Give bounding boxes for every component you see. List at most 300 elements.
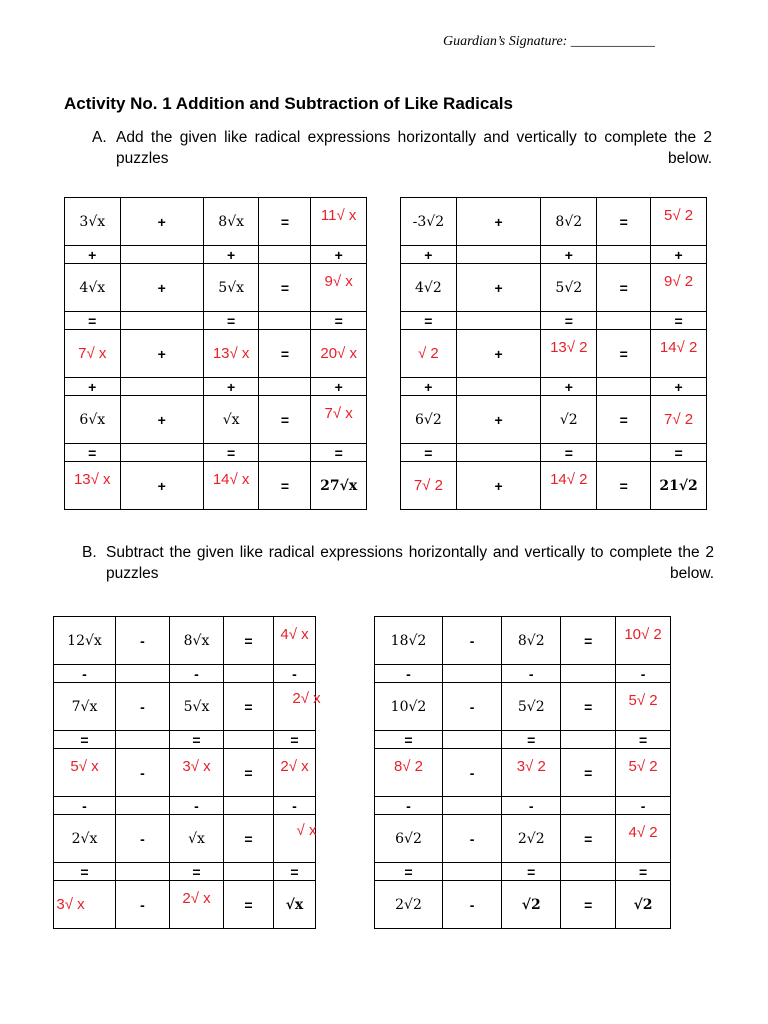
puzzle-empty-cell [120, 378, 203, 396]
puzzle-operator-cell [120, 462, 203, 510]
puzzle-operator-cell [203, 444, 259, 462]
puzzle-empty-cell [456, 312, 541, 330]
puzzle-row [54, 863, 316, 881]
puzzle-operator-cell [651, 246, 707, 264]
given-radical: √x [188, 831, 205, 847]
given-radical: 2√2 [517, 831, 545, 847]
puzzle-operator-cell [54, 665, 116, 683]
puzzle-empty-cell [456, 246, 541, 264]
operator-symbol: - [469, 896, 475, 913]
puzzle-operator-cell [170, 797, 224, 815]
handwritten-answer: √ x [296, 822, 317, 839]
puzzle-empty-cell [442, 731, 501, 749]
puzzle-row [54, 731, 316, 749]
part-a-instruction [92, 127, 712, 171]
puzzle-row [65, 462, 367, 510]
handwritten-answer: 7√ 2 [413, 477, 443, 494]
handwritten-answer: 3√ x [182, 758, 211, 775]
operator-symbol: + [157, 213, 166, 230]
puzzle-given-cell [54, 815, 116, 863]
puzzle-operator-cell [65, 378, 121, 396]
puzzle-row [65, 246, 367, 264]
puzzle-row [375, 683, 671, 731]
puzzle-operator-cell [502, 665, 561, 683]
puzzle-answer-cell [616, 749, 671, 797]
given-radical: 18√2 [390, 633, 427, 649]
part-b-label: B. [82, 544, 97, 561]
handwritten-answer: 4√ x [280, 626, 309, 643]
operator-symbol: = [244, 830, 253, 847]
puzzle-operator-cell [259, 330, 311, 378]
puzzle-row [65, 444, 367, 462]
operator-symbol: + [424, 246, 433, 263]
puzzle-empty-cell [456, 378, 541, 396]
given-radical: 10√2 [390, 699, 427, 715]
operator-symbol: = [564, 444, 573, 461]
operator-symbol: + [88, 246, 97, 263]
operator-symbol: = [280, 345, 289, 362]
puzzle-given-cell [54, 683, 116, 731]
handwritten-answer: √ 2 [418, 345, 439, 362]
activity-title: Activity No. 1 Addition and Subtraction of Like Radicals [64, 94, 513, 113]
puzzle-row [401, 312, 707, 330]
puzzle-operator-cell [375, 731, 443, 749]
puzzle-row [375, 665, 671, 683]
handwritten-answer: 3√ x [56, 896, 85, 913]
puzzle-empty-cell [116, 665, 170, 683]
puzzle-operator-cell [456, 396, 541, 444]
puzzle-empty-cell [120, 246, 203, 264]
operator-symbol: = [88, 444, 97, 461]
puzzle-operator-cell [116, 815, 170, 863]
addition-puzzle-x [64, 197, 367, 510]
puzzle-operator-cell [651, 444, 707, 462]
puzzle-given-cell [203, 198, 259, 246]
operator-symbol: = [227, 312, 236, 329]
puzzle-operator-cell [561, 815, 616, 863]
puzzle-row [401, 330, 707, 378]
puzzle-given-cell [170, 683, 224, 731]
puzzle-empty-cell [116, 863, 170, 881]
given-radical-total: √2 [633, 897, 653, 913]
puzzle-answer-cell [203, 330, 259, 378]
puzzle-operator-cell [375, 863, 443, 881]
operator-symbol: + [157, 411, 166, 428]
handwritten-answer: 7√ x [78, 345, 107, 362]
puzzle-given-cell [541, 198, 597, 246]
puzzle-row [54, 881, 316, 929]
operator-symbol: = [244, 896, 253, 913]
given-radical-total: √2 [521, 897, 541, 913]
operator-symbol: = [334, 312, 343, 329]
operator-symbol: - [82, 665, 87, 682]
given-radical: 5√2 [517, 699, 545, 715]
puzzle-given-cell [65, 396, 121, 444]
puzzle-empty-cell [442, 863, 501, 881]
handwritten-answer: 2√ x [182, 890, 211, 907]
part-a-text: Add the given like radical expressions horizontally and vertically to complete the 2 puzzles below. [116, 129, 712, 167]
operator-symbol: + [334, 246, 343, 263]
puzzle-empty-cell [120, 312, 203, 330]
puzzle-answer-cell [651, 198, 707, 246]
puzzle-operator-cell [170, 731, 224, 749]
handwritten-answer: 14√ 2 [659, 339, 698, 356]
puzzle-empty-cell [259, 246, 311, 264]
given-radical: √2 [559, 412, 578, 428]
given-radical: 8√2 [555, 214, 583, 230]
operator-symbol: - [469, 830, 475, 847]
operator-symbol: + [674, 246, 683, 263]
puzzle-operator-cell [401, 444, 457, 462]
given-radical: 5√x [218, 280, 245, 296]
operator-symbol: + [227, 246, 236, 263]
operator-symbol: = [404, 731, 413, 748]
given-radical: 8√x [218, 214, 245, 230]
operator-symbol: = [584, 896, 593, 913]
handwritten-answer: 7√ x [324, 405, 353, 422]
given-radical: 7√x [71, 699, 98, 715]
operator-symbol: = [619, 411, 628, 428]
handwritten-answer: 4√ 2 [628, 824, 658, 841]
handwritten-answer: 5√ 2 [664, 207, 694, 224]
given-radical: 2√2 [395, 897, 422, 913]
operator-symbol: = [290, 863, 299, 880]
puzzle-empty-cell [561, 731, 616, 749]
puzzle-row [375, 863, 671, 881]
part-b-instruction [82, 542, 714, 586]
given-radical-total: 27√x [320, 478, 358, 494]
puzzle-row [401, 378, 707, 396]
puzzle-operator-cell [442, 815, 501, 863]
puzzle-given-cell [502, 881, 561, 929]
operator-symbol: = [192, 731, 201, 748]
puzzle-row [54, 797, 316, 815]
operator-symbol: = [280, 411, 289, 428]
puzzle-given-cell [401, 198, 457, 246]
puzzle-answer-cell [170, 881, 224, 929]
part-b-text: Subtract the given like radical expressions horizontally and vertically to complete the 2 puzzles below. [106, 544, 714, 582]
given-radical: 8√x [183, 633, 210, 649]
puzzle-operator-cell [120, 198, 203, 246]
puzzle-operator-cell [259, 396, 311, 444]
puzzle-operator-cell [401, 312, 457, 330]
addition-puzzle-root2 [400, 197, 707, 510]
given-radical: 4√x [79, 280, 106, 296]
puzzle-given-cell [502, 683, 561, 731]
puzzle-given-cell [65, 264, 121, 312]
puzzle-given-cell [541, 264, 597, 312]
puzzle-answer-cell [311, 198, 367, 246]
puzzle-answer-cell [203, 462, 259, 510]
handwritten-answer: 9√ x [324, 273, 353, 290]
puzzle-operator-cell [375, 665, 443, 683]
puzzle-empty-cell [597, 312, 651, 330]
handwritten-answer: 20√ x [320, 345, 357, 362]
puzzle-answer-cell [170, 749, 224, 797]
puzzle-given-cell [375, 617, 443, 665]
puzzle-operator-cell [401, 378, 457, 396]
operator-symbol: = [674, 312, 683, 329]
puzzle-empty-cell [224, 797, 274, 815]
puzzle-answer-cell [274, 815, 316, 863]
puzzle-answer-cell [401, 462, 457, 510]
puzzle-empty-cell [597, 378, 651, 396]
puzzle-empty-cell [456, 444, 541, 462]
operator-symbol: = [280, 213, 289, 230]
operator-symbol: = [227, 444, 236, 461]
puzzle-row [401, 462, 707, 510]
puzzle-operator-cell [442, 749, 501, 797]
operator-symbol: - [194, 797, 199, 814]
puzzle-given-cell [170, 617, 224, 665]
puzzle-operator-cell [597, 330, 651, 378]
handwritten-answer: 13√ x [212, 345, 250, 362]
operator-symbol: = [619, 477, 628, 494]
subtraction-puzzle-root2 [374, 616, 671, 929]
operator-symbol: = [584, 764, 593, 781]
puzzle-given-cell [651, 462, 707, 510]
operator-symbol: - [292, 665, 297, 682]
puzzle-operator-cell [116, 683, 170, 731]
operator-symbol: = [334, 444, 343, 461]
given-radical: 5√2 [555, 280, 583, 296]
operator-symbol: = [290, 731, 299, 748]
handwritten-answer: 3√ 2 [516, 758, 546, 775]
operator-symbol: - [140, 896, 145, 913]
puzzle-operator-cell [116, 749, 170, 797]
puzzle-operator-cell [120, 396, 203, 444]
part-a-label: A. [92, 129, 107, 146]
operator-symbol: - [140, 830, 145, 847]
puzzle-operator-cell [203, 378, 259, 396]
operator-symbol: = [584, 632, 593, 649]
puzzle-operator-cell [651, 312, 707, 330]
puzzle-operator-cell [65, 444, 121, 462]
operator-symbol: - [406, 665, 411, 682]
puzzle-empty-cell [224, 665, 274, 683]
puzzle-operator-cell [561, 683, 616, 731]
puzzle-answer-cell [651, 330, 707, 378]
puzzle-operator-cell [203, 312, 259, 330]
puzzle-operator-cell [224, 617, 274, 665]
puzzle-given-cell [502, 617, 561, 665]
operator-symbol: - [640, 665, 646, 682]
puzzle-row [401, 246, 707, 264]
puzzle-operator-cell [224, 815, 274, 863]
puzzle-answer-cell [541, 462, 597, 510]
puzzle-operator-cell [456, 198, 541, 246]
puzzle-operator-cell [311, 246, 367, 264]
operator-symbol: + [674, 378, 683, 395]
operator-symbol: - [469, 764, 475, 781]
puzzle-answer-cell [311, 264, 367, 312]
puzzle-operator-cell [597, 264, 651, 312]
operator-symbol: + [494, 213, 503, 230]
puzzle-row [65, 198, 367, 246]
puzzle-row [375, 815, 671, 863]
handwritten-answer: 7√ 2 [664, 411, 694, 428]
operator-symbol: - [469, 632, 475, 649]
given-radical: 5√x [183, 699, 210, 715]
puzzle-empty-cell [597, 246, 651, 264]
puzzle-operator-cell [170, 863, 224, 881]
puzzle-operator-cell [65, 246, 121, 264]
operator-symbol: = [80, 863, 89, 880]
puzzle-answer-cell [651, 264, 707, 312]
puzzle-operator-cell [502, 863, 561, 881]
puzzle-operator-cell [541, 444, 597, 462]
operator-symbol: + [157, 279, 166, 296]
puzzle-row [65, 396, 367, 444]
puzzle-operator-cell [541, 246, 597, 264]
handwritten-answer: 2√ x [280, 758, 309, 775]
operator-symbol: + [157, 477, 166, 494]
puzzle-empty-cell [561, 665, 616, 683]
given-radical: 6√x [79, 412, 106, 428]
puzzle-given-cell [54, 617, 116, 665]
operator-symbol: = [619, 345, 628, 362]
puzzle-operator-cell [274, 863, 316, 881]
given-radical: -3√2 [412, 214, 445, 230]
given-radical: 8√2 [517, 633, 545, 649]
puzzle-given-cell [401, 264, 457, 312]
puzzle-operator-cell [597, 198, 651, 246]
operator-symbol: = [80, 731, 89, 748]
operator-symbol: - [140, 632, 145, 649]
puzzle-operator-cell [311, 378, 367, 396]
puzzle-answer-cell [401, 330, 457, 378]
puzzle-operator-cell [456, 264, 541, 312]
puzzle-row [65, 264, 367, 312]
operator-symbol: = [564, 312, 573, 329]
puzzle-answer-cell [274, 617, 316, 665]
operator-symbol: - [82, 797, 87, 814]
puzzle-empty-cell [561, 863, 616, 881]
puzzle-operator-cell [224, 881, 274, 929]
operator-symbol: = [244, 698, 253, 715]
operator-symbol: = [88, 312, 97, 329]
puzzle-operator-cell [259, 264, 311, 312]
puzzle-given-cell [375, 881, 443, 929]
puzzle-operator-cell [442, 617, 501, 665]
puzzle-operator-cell [375, 797, 443, 815]
operator-symbol: - [528, 797, 534, 814]
puzzle-given-cell [65, 198, 121, 246]
puzzle-operator-cell [120, 264, 203, 312]
handwritten-answer: 11√ x [320, 207, 357, 224]
operator-symbol: + [227, 378, 236, 395]
given-radical: 6√2 [395, 831, 422, 847]
operator-symbol: = [527, 731, 536, 748]
puzzle-operator-cell [616, 797, 671, 815]
puzzle-empty-cell [259, 378, 311, 396]
handwritten-answer: 13√ x [73, 471, 111, 488]
puzzle-answer-cell [54, 881, 116, 929]
puzzle-empty-cell [224, 731, 274, 749]
puzzle-row [65, 312, 367, 330]
puzzle-empty-cell [561, 797, 616, 815]
given-radical: 6√2 [415, 412, 442, 428]
puzzle-row [375, 881, 671, 929]
operator-symbol: + [88, 378, 97, 395]
puzzle-row [375, 731, 671, 749]
operator-symbol: - [140, 764, 145, 781]
operator-symbol: = [584, 830, 593, 847]
puzzle-operator-cell [541, 378, 597, 396]
puzzle-operator-cell [54, 731, 116, 749]
puzzle-answer-cell [616, 683, 671, 731]
puzzle-empty-cell [224, 863, 274, 881]
operator-symbol: + [157, 345, 166, 362]
puzzle-answer-cell [65, 330, 121, 378]
operator-symbol: - [469, 698, 475, 715]
subtraction-puzzle-x [53, 616, 321, 929]
puzzle-row [54, 749, 316, 797]
puzzle-row [65, 378, 367, 396]
operator-symbol: = [280, 279, 289, 296]
operator-symbol: = [619, 213, 628, 230]
puzzle-answer-cell [54, 749, 116, 797]
puzzle-given-cell [401, 396, 457, 444]
puzzle-row [375, 749, 671, 797]
operator-symbol: - [292, 797, 297, 814]
puzzle-operator-cell [274, 731, 316, 749]
handwritten-answer: 5√ x [70, 758, 99, 775]
handwritten-answer: 9√ 2 [664, 273, 694, 290]
given-radical: 4√2 [415, 280, 442, 296]
puzzle-operator-cell [597, 396, 651, 444]
given-radical: 3√x [79, 214, 106, 230]
operator-symbol: = [584, 698, 593, 715]
puzzle-operator-cell [561, 749, 616, 797]
operator-symbol: = [619, 279, 628, 296]
puzzle-operator-cell [561, 881, 616, 929]
puzzle-row [401, 396, 707, 444]
puzzle-row [54, 617, 316, 665]
puzzle-row [54, 665, 316, 683]
operator-symbol: - [406, 797, 411, 814]
handwritten-answer: 5√ 2 [628, 692, 658, 709]
handwritten-answer: 2√ x [292, 690, 321, 707]
puzzle-row [54, 815, 316, 863]
puzzle-given-cell [170, 815, 224, 863]
handwritten-answer: 8√ 2 [393, 758, 424, 775]
puzzle-operator-cell [311, 312, 367, 330]
puzzle-answer-cell [616, 815, 671, 863]
operator-symbol: = [244, 632, 253, 649]
puzzle-operator-cell [54, 797, 116, 815]
operator-symbol: + [424, 378, 433, 395]
puzzle-answer-cell [375, 749, 443, 797]
puzzle-operator-cell [456, 330, 541, 378]
puzzle-empty-cell [120, 444, 203, 462]
operator-symbol: = [674, 444, 683, 461]
operator-symbol: + [334, 378, 343, 395]
puzzle-operator-cell [311, 444, 367, 462]
given-radical-total: 21√2 [659, 478, 698, 494]
operator-symbol: - [528, 665, 534, 682]
puzzle-operator-cell [120, 330, 203, 378]
puzzle-operator-cell [259, 198, 311, 246]
puzzle-operator-cell [224, 683, 274, 731]
puzzle-given-cell [502, 815, 561, 863]
puzzle-given-cell [203, 396, 259, 444]
operator-symbol: = [192, 863, 201, 880]
puzzle-answer-cell [311, 330, 367, 378]
operator-symbol: + [494, 279, 503, 296]
puzzle-operator-cell [401, 246, 457, 264]
puzzle-empty-cell [442, 797, 501, 815]
